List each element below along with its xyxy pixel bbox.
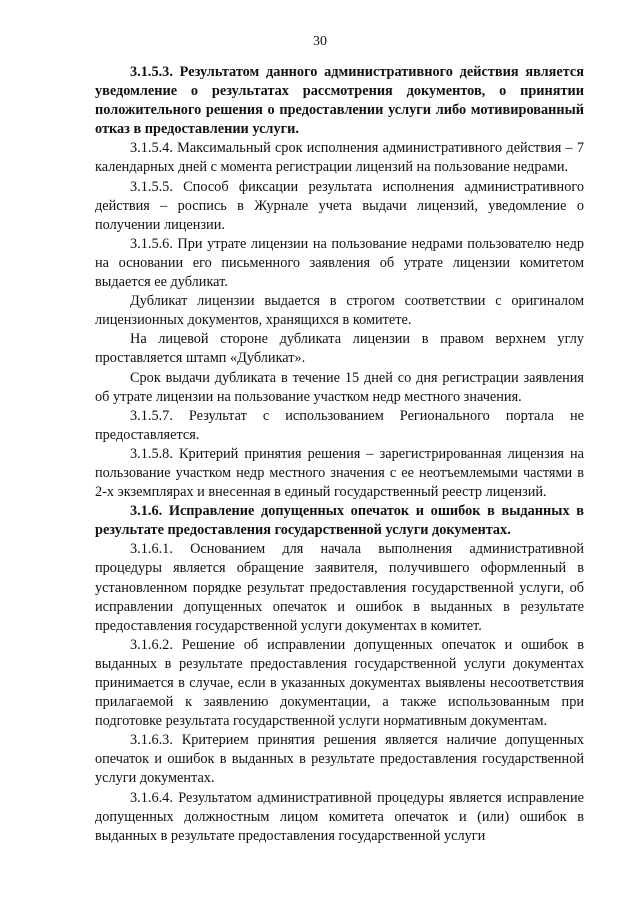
page-number: 30 [313,34,327,49]
section-heading-3-1-6: 3.1.6. Исправление допущенных опечаток и ошибок в выданных в результате предоставления государственной услуги документах. [95,503,584,539]
paragraph-3-1-6-4: 3.1.6.4. Результатом административной процедуры является исправление допущенных должностным лицом комитета опечаток и (или) ошибок в выданных в результате предоставления государственной услуги [95,789,584,844]
paragraph-3-1-5-6: 3.1.5.6. При утрате лицензии на пользование недрами пользователю недр на основании его письменного заявления об утрате лицензии комитетом выдается ее дубликат. [95,235,584,291]
paragraph-duplicate-term: Срок выдачи дубликата в течение 15 дней со дня регистрации заявления об утрате лицензии на пользование участком недр местного значения. [95,369,584,405]
paragraph-3-1-6-1: 3.1.6.1. Основанием для начала выполнения административной процедуры является обращение заявителя, получившего оформленный в установленном порядке результат предоставления государственной услуги, об исправлении допущенных опечаток и ошибок в выданных в результате предоставления государственной услуги документах в комитет. [95,541,584,634]
paragraph-3-1-5-8: 3.1.5.8. Критерий принятия решения – зарегистрированная лицензия на пользование участком недр местного значения с ее неотъемлемыми частями в 2-х экземплярах и внесенная в единый государственный реестр лицензий. [95,445,584,501]
paragraph-3-1-6-3: 3.1.6.3. Критерием принятия решения является наличие допущенных опечаток и ошибок в выданных в результате предоставления государственной услуги документах. [95,732,584,787]
paragraph-3-1-6-2: 3.1.6.2. Решение об исправлении допущенных опечаток и ошибок в выданных в результате предоставления государственной услуги документах принимается в случае, если в указанных документах выявлены несоответствия прилагаемой к заявлению документации, а также использованным при подготовке результата государственной услуги нормативным документам. [95,636,584,730]
paragraph-3-1-5-4: 3.1.5.4. Максимальный срок исполнения административного действия – 7 календарных дней с момента регистрации лицензий на пользование недрами. [95,140,584,176]
paragraph-3-1-5-7: 3.1.5.7. Результат с использованием Регионального портала не предоставляется. [95,407,584,443]
paragraph-duplicate-stamp: На лицевой стороне дубликата лицензии в правом верхнем углу проставляется штамп «Дубликат». [95,331,584,367]
paragraph-3-1-5-5: 3.1.5.5. Способ фиксации результата исполнения административного действия – роспись в Журнале учета выдачи лицензий, уведомление о получении лицензии. [95,178,584,233]
document-body [95,63,584,846]
paragraph-3-1-5-3: 3.1.5.3. Результатом данного административного действия является уведомление о результатах рассмотрения документов, о принятии положительного решения о предоставлении услуги либо мотивированный отказ в предоставлении услуги. [95,64,584,138]
paragraph-duplicate-issue: Дубликат лицензии выдается в строгом соответствии с оригиналом лицензионных документов, хранящихся в комитете. [95,293,584,329]
